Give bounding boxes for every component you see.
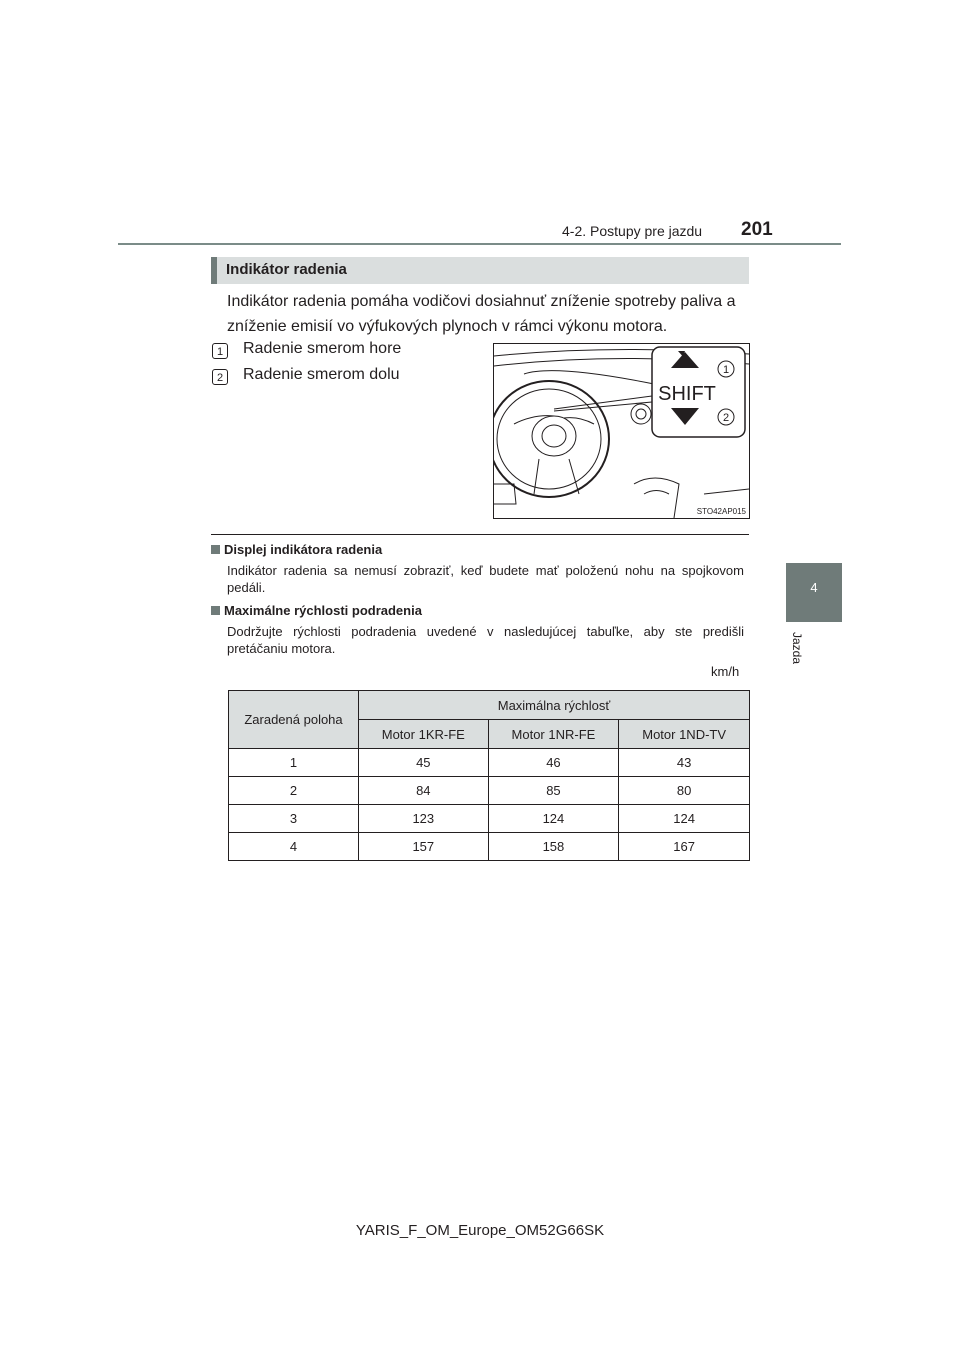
shift-label: SHIFT: [658, 383, 716, 405]
note-text-max-speed: Dodržujte rýchlosti podradenia uvedené v nasledujúcej tabuľke, aby ste predišli pretáčaniu motora.: [227, 624, 744, 656]
table-cell: 85: [488, 777, 619, 805]
note-text-display: Indikátor radenia sa nemusí zobraziť, keď budete mať položenú nohu na spojkovom pedáli.: [227, 563, 744, 595]
table-cell: 124: [619, 805, 750, 833]
table-unit: km/h: [711, 664, 740, 679]
table-cell: 80: [619, 777, 750, 805]
heading-title: Indikátor radenia: [226, 261, 347, 278]
table-cell: 167: [619, 833, 750, 861]
note-title-display: [211, 542, 382, 557]
section-divider: [211, 534, 749, 535]
section-title: 4-2. Postupy pre jazdu: [562, 223, 703, 239]
table-cell: 4: [229, 833, 359, 861]
col-header-position: Zaradená poloha: [229, 691, 359, 749]
col-header-max-speed: Maximálna rýchlosť: [359, 691, 750, 720]
square-bullet-icon: [211, 545, 220, 554]
intro-paragraph: Indikátor radenia pomáha vodičovi dosiahnuť zníženie spotreby paliva a zníženie emisií vo výfukových plynoch v rámci výkonu motora.: [227, 293, 736, 335]
table-cell: 123: [359, 805, 489, 833]
table-cell: 2: [229, 777, 359, 805]
square-bullet-icon: [211, 606, 220, 615]
figure-marker-1: 1: [722, 364, 730, 376]
callout-item-2: [212, 366, 472, 388]
chapter-label: Jazda: [790, 632, 804, 665]
table-cell: 157: [359, 833, 489, 861]
table-cell: 84: [359, 777, 489, 805]
header-rule: [118, 243, 841, 245]
downshift-speed-table: [228, 690, 750, 861]
note-title-text: Maximálne rýchlosti podradenia: [224, 603, 422, 618]
document-footer: YARIS_F_OM_Europe_OM52G66SK: [355, 1222, 605, 1239]
figure-code: STO42AP015: [696, 507, 746, 516]
dashboard-illustration: [494, 344, 749, 518]
table-row: [229, 833, 750, 861]
figure-marker-2: 2: [722, 412, 730, 424]
callout-number: 1: [212, 343, 228, 359]
table-cell: 158: [488, 833, 619, 861]
table-cell: 43: [619, 749, 750, 777]
table-cell: 1: [229, 749, 359, 777]
note-title-max-speed: [211, 603, 422, 618]
callout-item-1: [212, 340, 472, 362]
callout-number: 2: [212, 369, 228, 385]
shift-indicator-figure: [493, 343, 750, 519]
table-row: [229, 805, 750, 833]
col-header-engine: Motor 1ND-TV: [619, 720, 750, 749]
col-header-engine: Motor 1NR-FE: [488, 720, 619, 749]
heading-bar: [211, 257, 749, 284]
table-cell: 124: [488, 805, 619, 833]
chapter-tab: [786, 563, 842, 622]
callout-text: Radenie smerom hore: [243, 340, 402, 357]
table-row: [229, 749, 750, 777]
chapter-number: 4: [810, 580, 818, 595]
table-row: [229, 777, 750, 805]
table-cell: 3: [229, 805, 359, 833]
callout-text: Radenie smerom dolu: [243, 366, 400, 383]
page-number: 201: [741, 219, 773, 240]
table-cell: 45: [359, 749, 489, 777]
table-cell: 46: [488, 749, 619, 777]
col-header-engine: Motor 1KR-FE: [359, 720, 489, 749]
note-title-text: Displej indikátora radenia: [224, 542, 383, 557]
